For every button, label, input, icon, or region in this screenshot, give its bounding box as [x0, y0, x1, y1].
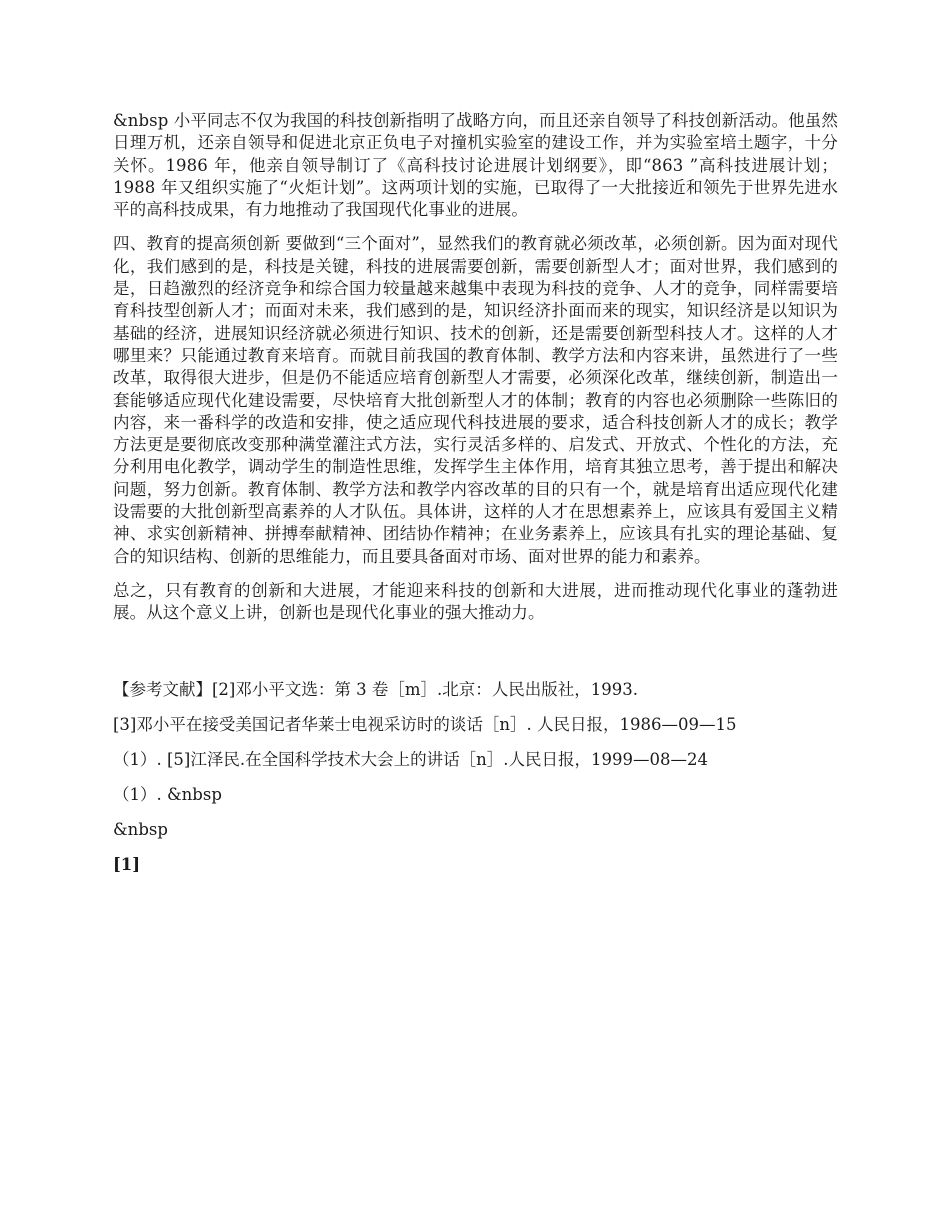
reference-line-3: （1）. [5]江泽民.在全国科学技术大会上的讲话［n］.人民日报，1999—08—24: [113, 749, 708, 769]
document-body: [113, 110, 838, 889]
paragraph-leadership: &nbsp 小平同志不仅为我国的科技创新指明了战略方向，而且还亲自领导了科技创新活动。他虽然日理万机，还亲自领导和促进北京正负电子对撞机实验室的建设工作，并为实验室培土题字，十分关怀。1986 年，他亲自领导制订了《高科技讨论进展计划纲要》，即“863 ”高科技进展计划；1988 年又组织实施了“火炬计划”。这两项计划的实施，已取得了一大批接近和领先于世界先进水平的高科技成果，有力地推动了我国现代化事业的进展。: [113, 111, 838, 220]
reference-line-6: [1]: [113, 854, 141, 874]
section-spacer: [113, 637, 838, 679]
reference-line-5: &nbsp: [113, 819, 168, 839]
reference-line-1: 【参考文献】[2]邓小平文选：第 3 卷［m］.北京：人民出版社，1993.: [113, 679, 638, 699]
paragraph-education-innovation: 四、教育的提高须创新 要做到“三个面对”，显然我们的教育就必须改革，必须创新。因为面对现代化，我们感到的是，科技是关键，科技的进展需要创新，需要创新型人才；面对世界，我们感到的是，日趋激烈的经济竞争和综合国力较量越来越集中表现为科技的竞争、人才的竞争，同样需要培育科技型创新人才；而面对未来，我们感到的是，知识经济扑面而来的现实，知识经济是以知识为基础的经济，进展知识经济就必须进行知识、技术的创新，还是需要创新型科技人才。这样的人才哪里来？只能通过教育来培育。而就目前我国的教育体制、教学方法和内容来讲，虽然进行了一些改革，取得很大进步，但是仍不能适应培育创新型人才需要，必须深化改革，继续创新，制造出一套能够适应现代化建设需要，尽快培育大批创新型人才的体制；教育的内容也必须删除一些陈旧的内容，来一番科学的改造和安排，使之适应现代科技进展的要求，适合科技创新人才的成长；教学方法更是要彻底改变那种满堂灌注式方法，实行灵活多样的、启发式、开放式、个性化的方法，充分利用电化教学，调动学生的制造性思维，发挥学生主体作用，培育其独立思考，善于提出和解决问题，努力创新。教育体制、教学方法和教学内容改革的目的只有一个，就是培育出适应现代化建设需要的大批创新型高素养的人才队伍。具体讲，这样的人才在思想素养上，应该具有爱国主义精神、求实创新精神、拼搏奉献精神、团结协作精神；在业务素养上，应该具有扎实的理论基础、复合的知识结构、创新的思维能力，而且要具备面对市场、面对世界的能力和素养。: [113, 234, 838, 566]
reference-line-4: （1）. &nbsp: [113, 784, 222, 804]
references-section: [113, 679, 838, 876]
paragraph-conclusion: 总之，只有教育的创新和大进展，才能迎来科技的创新和大进展，进而推动现代化事业的蓬勃进展。从这个意义上讲，创新也是现代化事业的强大推动力。: [113, 580, 838, 623]
reference-line-2: [3]邓小平在接受美国记者华莱士电视采访时的谈话［n］. 人民日报，1986—09—15: [113, 714, 737, 734]
